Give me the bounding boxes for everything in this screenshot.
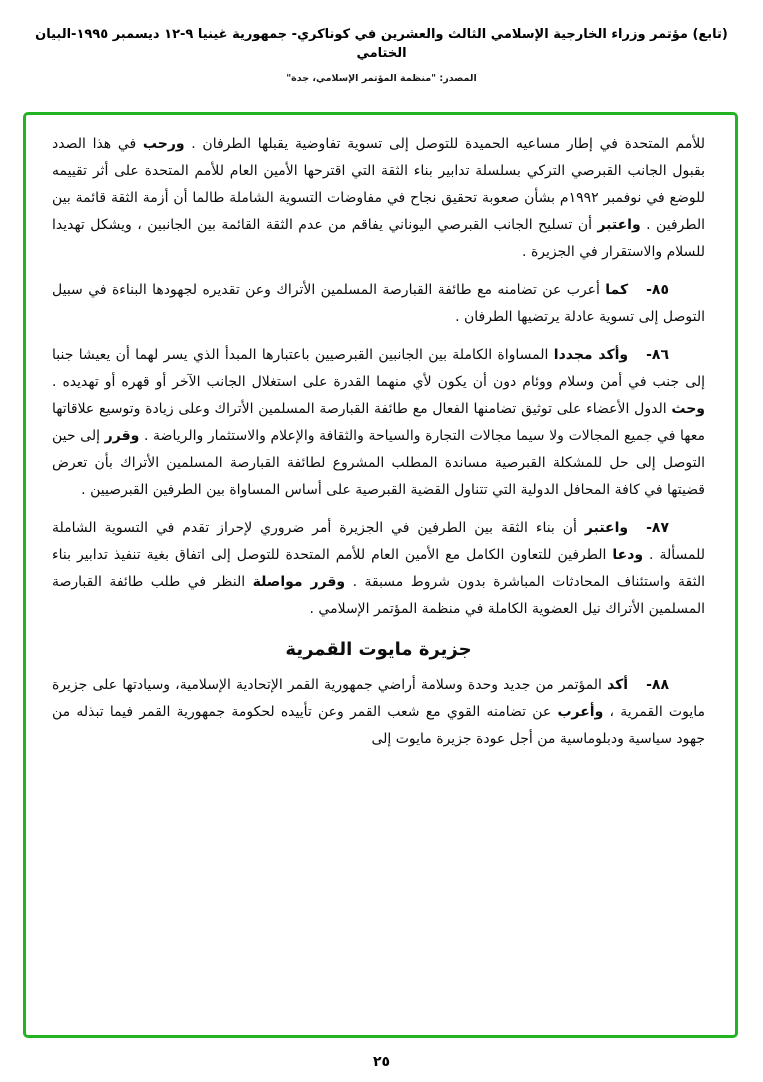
emphasis-text: واعتبر (597, 217, 641, 233)
body-text: المساواة الكاملة بين الجانبين القبرصيين باعتبارها المبدأ الذي يسر لهما أن يعيشا جنبا إلى جنب في أمن وسلام ووئام دون أن يكون لأي منهما القدرة على استغلال الجانب الآخر أو قهره أو تهديده . (52, 347, 705, 390)
emphasis-text: وأكد مجددا (553, 347, 629, 363)
body-text: أن تسليح الجانب القبرصي اليوناني يفاقم من عدم الثقة القائمة بين الجانبين ، ويشكل تهديدا للسلام والاستقرار في الجزيرة . (52, 217, 705, 260)
numbered-paragraph (52, 277, 705, 331)
body-text: أعرب عن تضامنه مع طائفة القبارصة المسلمين الأتراك وعن تقديره لجهودها البناءة في سبيل التوصل إلى تسوية عادلة يرتضيها الطرفان . (52, 282, 705, 325)
body-text: إلى حين التوصل إلى حل للمشكلة القبرصية مساندة المطلب المشروع لطائفة القبارصة المسلمين الأتراك بأن تعرض قضيتها في كافة المحافل الدولية التي تتناول القضية القبرصية على أساس المساواة بين الطرفين القبرصيين . (52, 428, 705, 498)
body-text: في هذا الصدد بقبول الجانب القبرصي التركي بسلسلة تدابير بناء الثقة التي اقترحها الأمين العام للأمم المتحدة على أثر تقييمه للوضع في نوفمبر ١٩٩٢م بشأن صعوبة تحقيق نجاح في مفاوضات التسوية الشاملة طالما أن أزمة الثقة قائمة بين الطرفين . (52, 136, 705, 233)
body-text: النظر في طلب طائفة القبارصة المسلمين الأتراك نيل العضوية الكاملة في منظمة المؤتمر الإسلامي . (52, 574, 705, 617)
content-border-box (23, 112, 738, 1038)
section-heading: جزيرة مايوت القمرية (285, 639, 472, 660)
emphasis-text: وقرر (104, 428, 140, 444)
paragraph-number: ٨٧- (646, 520, 669, 536)
paragraph-number: ٨٥- (646, 282, 669, 298)
paragraph (52, 131, 705, 266)
body-text: للأمم المتحدة في إطار مساعيه الحميدة للتوصل إلى تسوية تفاوضية يقبلها الطرفان . (184, 136, 705, 152)
emphasis-text: كما (605, 282, 629, 298)
paragraph-number: ٨٨- (646, 677, 669, 693)
header-title: (تابع) مؤتمر وزراء الخارجية الإسلامي الثالث والعشرين في كوناكري- جمهورية غينيا ٩-١٢ ديسمبر ١٩٩٥-البيان الختامي (35, 27, 728, 61)
body-text: الطرفين للتعاون الكامل مع الأمين العام للأمم المتحدة للتوصل إلى اتفاق بغية تنفيذ تدابير بناء الثقة واستئناف المحادثات المباشرة بدون شروط مسبقة . (52, 547, 706, 590)
emphasis-text: وقرر مواصلة (252, 574, 346, 590)
content-blocks (52, 131, 705, 753)
body-text: أن بناء الثقة بين الطرفين في الجزيرة أمر ضروري لإحراز تقدم في التسوية الشاملة للمسألة . (52, 520, 706, 563)
emphasis-text: أكد (607, 677, 629, 693)
page-number: ٢٥ (372, 1054, 391, 1070)
emphasis-text: واعتبر (584, 520, 629, 536)
header-source-line: المصدر: "منظمة المؤتمر الإسلامي، جدة" (286, 72, 477, 84)
numbered-paragraph (52, 515, 705, 623)
body-text: عن تضامنه القوي مع شعب القمر وعن تأييده لحكومة جمهورية القمر فيما تبذله من جهود سياسية ودبلوماسية من أجل عودة جزيرة مايوت إلى (52, 704, 705, 747)
emphasis-text: وحث (671, 401, 705, 417)
emphasis-text: ودعا (612, 547, 644, 563)
emphasis-text: وأعرب (557, 704, 604, 720)
paragraph-number: ٨٦- (646, 347, 669, 363)
numbered-paragraph (52, 342, 705, 504)
document-header (0, 0, 763, 84)
emphasis-text: ورحب (142, 136, 185, 152)
body-text: الدول الأعضاء على توثيق تضامنها الفعال مع طائفة القبارصة المسلمين الأتراك وعلى زيادة وتوسيع علاقاتها معها في جميع المجالات ولا سيما مجالات التجارة والسياحة والثقافة والإعلام والاستثمار والرياضة . (52, 401, 705, 444)
body-text: المؤتمر من جديد وحدة وسلامة أراضي جمهورية القمر الإتحادية الإسلامية، وسيادتها على جزيرة مايوت القمرية ، (52, 677, 705, 720)
numbered-paragraph (52, 672, 705, 753)
